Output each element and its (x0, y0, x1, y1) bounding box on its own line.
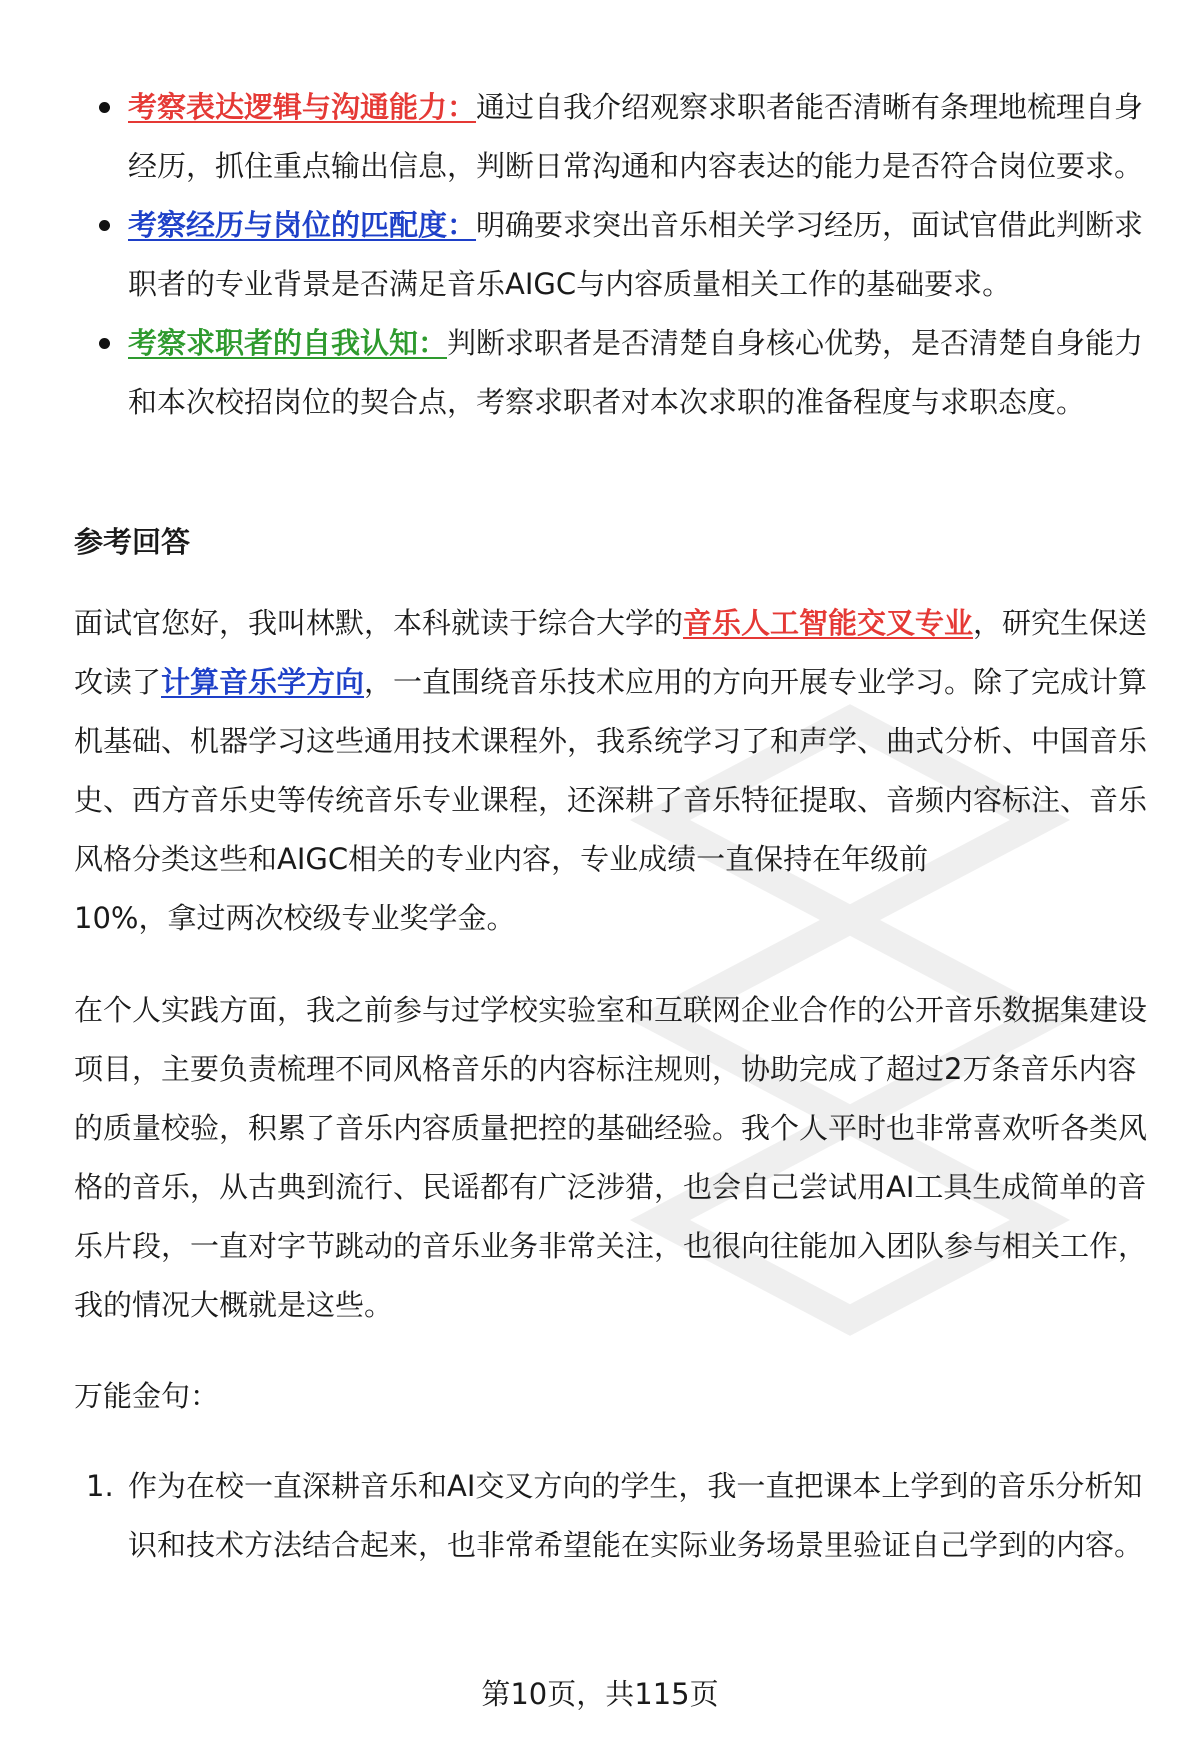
criteria-keyword: 考察求职者的自我认知： (128, 326, 448, 360)
bullet-icon (99, 220, 110, 231)
golden-phrases-list (0, 1457, 1200, 1575)
answer-text: 10%，拿过两次校级专业奖学金。 (74, 901, 516, 935)
answer-text: ，一直围绕音乐技术应用的方向开展专业学习。除了完成计算机基础、机器学习这些通用技术课程外，我系统学习了和声学、曲式分析、中国音乐史、西方音乐史等传统音乐专业课程，还深耕了音乐特征提取、音频内容标注、音乐风格分类这些和AIGC相关的专业内容，专业成绩一直保持在年级前 (74, 665, 1148, 876)
criteria-keyword: 考察经历与岗位的匹配度： (128, 208, 477, 242)
answer-paragraph-practice: 在个人实践方面，我之前参与过学校实验室和互联网企业合作的公开音乐数据集建设项目，主要负责梳理不同风格音乐的内容标注规则，协助完成了超过2万条音乐内容的质量校验，积累了音乐内容质量把控的基础经验。我个人平时也非常喜欢听各类风格的音乐，从古典到流行、民谣都有广泛涉猎，也会自己尝试用AI工具生成简单的音乐片段，一直对字节跳动的音乐业务非常关注，也很向往能加入团队参与相关工作，我的情况大概就是这些。 (74, 993, 1148, 1322)
reference-heading: 参考回答 (74, 525, 191, 559)
golden-phrases-label: 万能金句： (74, 1379, 220, 1413)
highlight-major: 音乐人工智能交叉专业 (683, 606, 974, 640)
criteria-item (0, 78, 1200, 196)
bullet-icon (99, 338, 110, 349)
criteria-text: 通过自我介绍观察求职者能否清晰有条理地梳理自身经历，抓住重点输出信息，判断日常沟通和内容表达的能力是否符合岗位要求。 (128, 90, 1144, 183)
highlight-research-direction: 计算音乐学方向 (161, 665, 365, 699)
criteria-item (0, 314, 1200, 432)
page-footer: 第10页，共115页 (481, 1677, 719, 1711)
answer-text: 面试官您好，我叫林默，本科就读于综合大学的 (74, 606, 684, 640)
phrase-item (0, 1457, 1200, 1575)
criteria-list (0, 78, 1200, 432)
answer-paragraph-intro (74, 594, 1149, 948)
phrase-text: 作为在校一直深耕音乐和AI交叉方向的学生，我一直把课本上学到的音乐分析知识和技术方法结合起来，也非常希望能在实际业务场景里验证自己学到的内容。 (128, 1469, 1144, 1562)
criteria-item (0, 196, 1200, 314)
criteria-keyword: 考察表达逻辑与沟通能力： (128, 90, 477, 124)
bullet-icon (99, 102, 110, 113)
criteria-text: 明确要求突出音乐相关学习经历，面试官借此判断求职者的专业背景是否满足音乐AIGC与内容质量相关工作的基础要求。 (128, 208, 1144, 301)
phrase-number: 1. (86, 1469, 114, 1503)
criteria-text: 判断求职者是否清楚自身核心优势，是否清楚自身能力和本次校招岗位的契合点，考察求职者对本次求职的准备程度与求职态度。 (128, 326, 1144, 419)
answer-text: ，研究生保送攻读了 (74, 606, 1148, 699)
